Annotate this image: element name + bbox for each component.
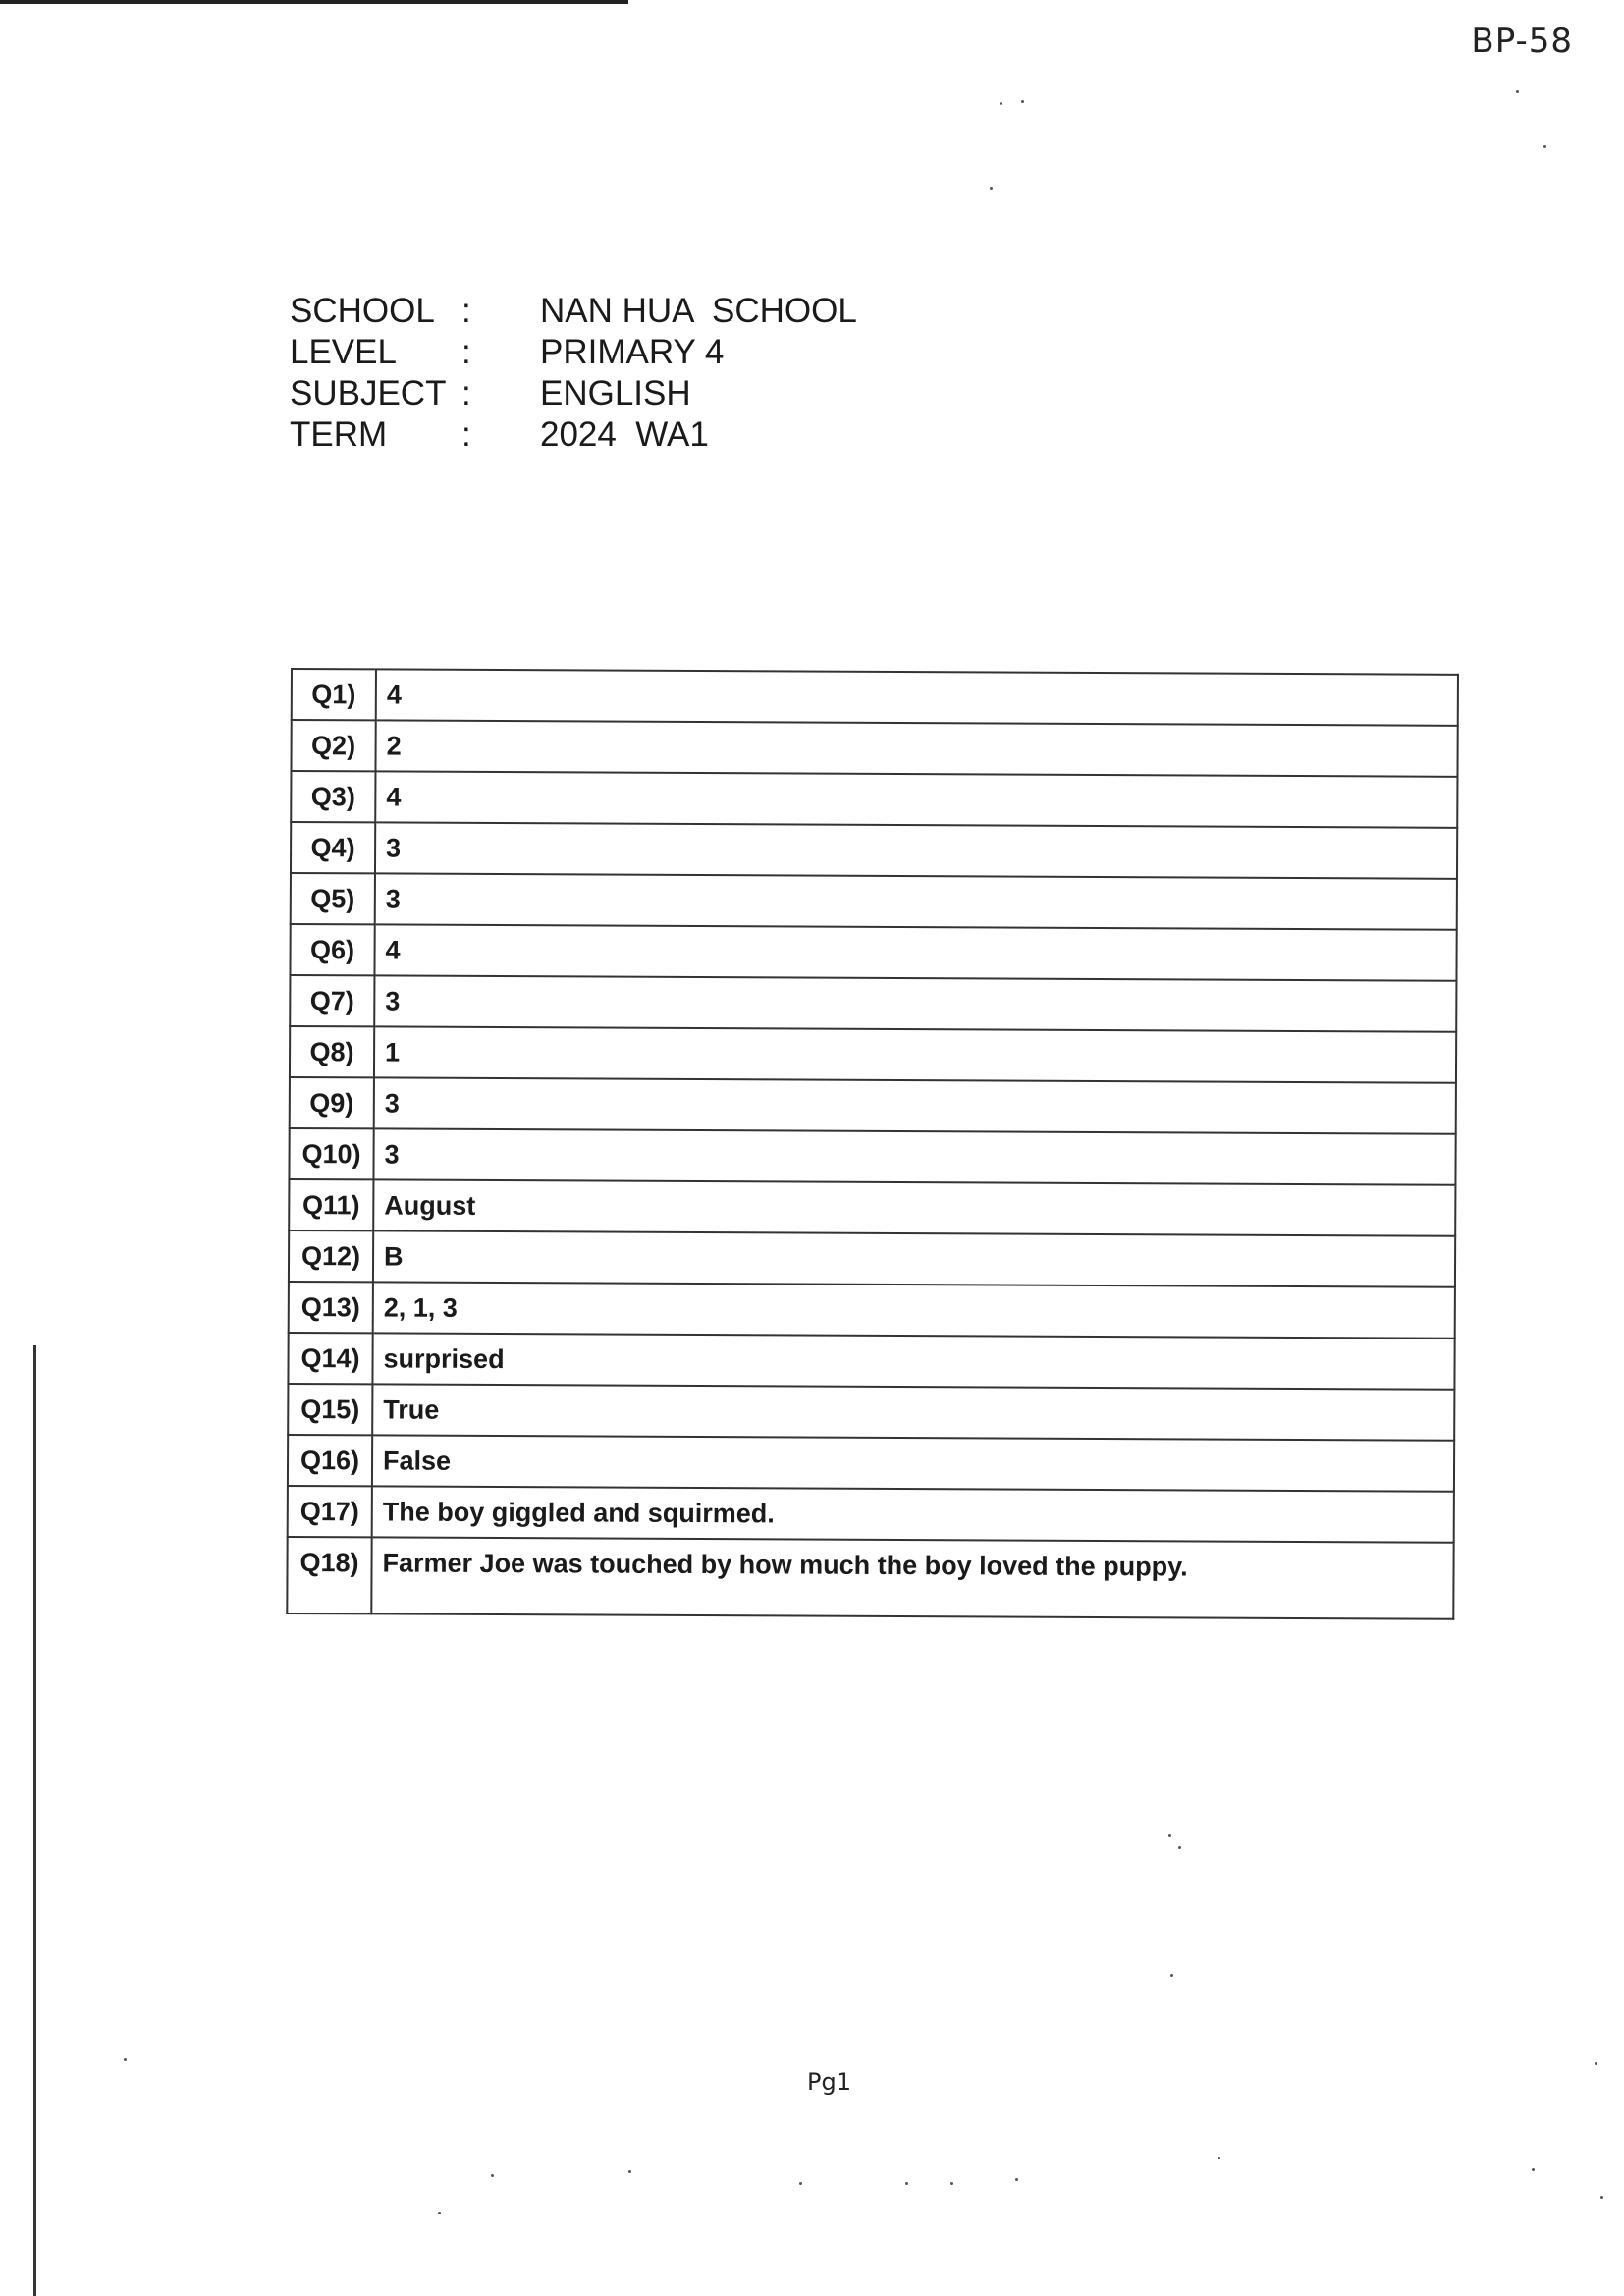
table-row — [289, 1128, 1455, 1185]
header-colon: : — [461, 292, 471, 330]
header-row-subject — [290, 373, 857, 414]
scan-speck — [950, 2182, 953, 2185]
header-row-school — [290, 291, 857, 332]
answer-cell: surprised — [372, 1333, 1454, 1389]
answer-cell: August — [373, 1179, 1455, 1235]
header-value: NAN HUA SCHOOL — [540, 292, 857, 330]
question-number: Q1) — [292, 669, 376, 720]
answer-cell: 3 — [373, 1128, 1455, 1184]
answer-cell: The boy giggled and squirmed. — [372, 1486, 1454, 1542]
question-number: Q18) — [287, 1537, 371, 1613]
answer-cell: 4 — [374, 924, 1456, 980]
table-row — [288, 1435, 1454, 1492]
page-code: BP-58 — [1471, 22, 1573, 61]
table-row — [288, 1384, 1454, 1441]
question-number: Q10) — [289, 1128, 373, 1179]
answer-cell: False — [372, 1435, 1454, 1491]
scan-speck — [1021, 100, 1024, 103]
answer-cell: 2, 1, 3 — [373, 1282, 1455, 1338]
header-info — [290, 291, 857, 456]
scan-speck — [990, 187, 993, 190]
header-value: 2024 WA1 — [540, 415, 709, 454]
header-label: SCHOOL — [290, 292, 435, 330]
answer-cell: B — [373, 1230, 1455, 1286]
left-edge-rule — [33, 1345, 36, 2296]
question-number: Q15) — [288, 1384, 372, 1435]
table-row — [292, 669, 1458, 726]
header-colon: : — [461, 333, 471, 371]
question-number: Q6) — [290, 924, 374, 975]
answer-cell: 3 — [374, 1077, 1456, 1133]
question-number: Q13) — [289, 1282, 373, 1333]
answer-cell: 4 — [375, 771, 1457, 827]
answer-cell: 3 — [375, 822, 1457, 878]
scan-speck — [438, 2212, 441, 2214]
header-row-level — [290, 332, 857, 373]
header-label: LEVEL — [290, 333, 397, 371]
question-number: Q11) — [289, 1179, 373, 1230]
table-row — [289, 1230, 1455, 1287]
question-number: Q8) — [290, 1026, 374, 1077]
scan-speck — [1532, 2168, 1535, 2171]
scan-speck — [1000, 102, 1002, 105]
question-number: Q16) — [288, 1435, 372, 1486]
table-row — [291, 771, 1457, 828]
answer-cell: 3 — [374, 975, 1456, 1031]
answer-cell: 1 — [374, 1026, 1456, 1082]
table-row — [289, 1282, 1455, 1339]
table-row — [291, 720, 1457, 777]
table-row — [291, 822, 1457, 879]
question-number: Q3) — [291, 771, 375, 822]
scan-speck — [1178, 1846, 1181, 1849]
answer-cell: True — [372, 1384, 1454, 1440]
question-number: Q12) — [289, 1230, 373, 1282]
header-label: SUBJECT — [290, 374, 447, 412]
scan-speck — [124, 2058, 127, 2061]
scan-speck — [1170, 1974, 1173, 1977]
scan-speck — [1015, 2178, 1018, 2181]
question-number: Q14) — [288, 1333, 372, 1384]
top-edge-rule — [0, 0, 628, 4]
question-number: Q7) — [290, 975, 374, 1026]
answer-cell: 2 — [375, 720, 1457, 776]
scan-speck — [799, 2182, 802, 2185]
table-row — [290, 924, 1456, 981]
scan-speck — [1600, 2196, 1603, 2199]
question-number: Q9) — [290, 1077, 374, 1128]
question-number: Q5) — [291, 873, 375, 924]
header-label: TERM — [290, 415, 388, 454]
header-value: ENGLISH — [540, 374, 691, 412]
table-row — [290, 975, 1456, 1032]
question-number: Q17) — [288, 1486, 372, 1537]
scan-speck — [905, 2182, 908, 2185]
scan-speck — [1218, 2157, 1220, 2159]
table-row — [291, 873, 1457, 930]
table-row — [287, 1537, 1453, 1619]
scan-speck — [1595, 2062, 1597, 2065]
question-number: Q2) — [291, 720, 375, 771]
table-row — [289, 1179, 1455, 1236]
scan-speck — [1168, 1834, 1171, 1837]
answer-cell: 4 — [376, 669, 1458, 725]
header-row-term — [290, 414, 857, 456]
answer-key-table — [286, 668, 1459, 1620]
header-value: PRIMARY 4 — [540, 333, 725, 371]
page-number: Pg1 — [807, 2068, 851, 2096]
header-colon: : — [461, 415, 471, 454]
table-row — [288, 1333, 1454, 1390]
answer-cell: 3 — [375, 873, 1457, 929]
question-number: Q4) — [291, 822, 375, 873]
scan-speck — [628, 2170, 631, 2173]
scan-speck — [1543, 145, 1546, 148]
scan-speck — [491, 2174, 494, 2177]
scan-speck — [1516, 90, 1519, 93]
table-row — [290, 1077, 1456, 1134]
table-row — [290, 1026, 1456, 1083]
table-row — [288, 1486, 1454, 1543]
answer-cell: Farmer Joe was touched by how much the boy loved the puppy. — [371, 1537, 1453, 1618]
header-colon: : — [461, 374, 471, 412]
